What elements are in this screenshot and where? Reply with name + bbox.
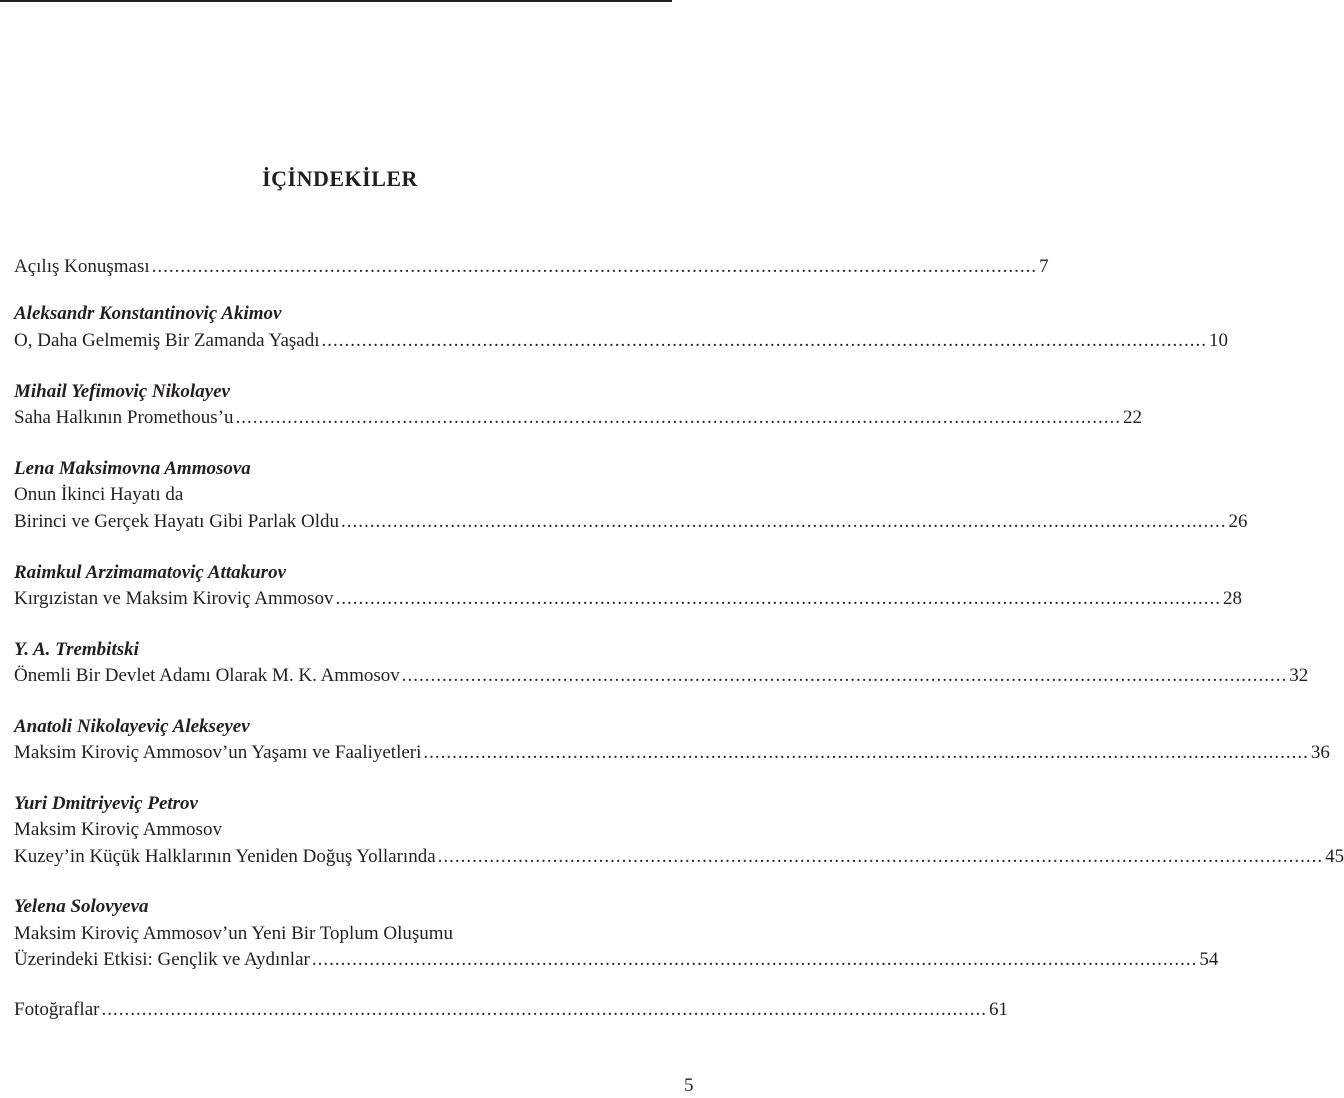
dot-leader: ..........................................................................................................................................................: [437, 846, 1324, 867]
entry-page-number: 36: [1310, 742, 1330, 763]
toc-entry: [14, 510, 1248, 534]
entry-author: Lena Maksimovna Ammosova: [14, 458, 251, 479]
toc-entry: [14, 255, 1049, 279]
page-title: İÇİNDEKİLER: [262, 166, 418, 191]
entry-page-number: 32: [1289, 665, 1309, 686]
entry-page-number: 10: [1209, 330, 1229, 351]
entry-page-number: 61: [988, 999, 1008, 1020]
entry-author: Aleksandr Konstantinoviç Akimov: [14, 303, 282, 324]
entry-title: Fotoğraflar: [14, 999, 100, 1020]
entry-page-number: 22: [1123, 407, 1143, 428]
entry-subtitle-line: Maksim Kiroviç Ammosov: [14, 819, 222, 840]
entry-title: Açılış Konuşması: [14, 256, 150, 277]
toc-entry: [14, 998, 1008, 1022]
dot-leader: ..........................................................................................................................................................: [321, 330, 1208, 351]
entry-title: Maksim Kiroviç Ammosov’un Yaşamı ve Faaliyetleri: [14, 742, 422, 763]
entry-title: Saha Halkının Promethous’u: [14, 407, 234, 428]
entry-title: Kuzey’in Küçük Halklarının Yeniden Doğuş Yollarında: [14, 846, 436, 867]
dot-leader: ..........................................................................................................................................................: [311, 949, 1198, 970]
page-number-folio: 5: [684, 1075, 694, 1096]
entry-title: Kırgızistan ve Maksim Kiroviç Ammosov: [14, 588, 334, 609]
entry-title: Önemli Bir Devlet Adamı Olarak M. K. Ammosov: [14, 665, 400, 686]
entry-page-number: 54: [1199, 949, 1219, 970]
entry-subtitle-line: Maksim Kiroviç Ammosov’un Yeni Bir Toplum Oluşumu: [14, 923, 454, 944]
entry-author: Yelena Solovyeva: [14, 896, 149, 917]
top-rule: [0, 0, 672, 2]
entry-author: Mihail Yefimoviç Nikolayev: [14, 381, 230, 402]
toc-entry: [14, 664, 1309, 688]
dot-leader: ..........................................................................................................................................................: [151, 256, 1038, 277]
dot-leader: ..........................................................................................................................................................: [341, 511, 1227, 532]
entry-author: Raimkul Arzimamatoviç Attakurov: [14, 562, 287, 583]
entry-subtitle-line: Onun İkinci Hayatı da: [14, 484, 184, 505]
entry-page-number: 45: [1325, 846, 1344, 867]
dot-leader: ..........................................................................................................................................................: [335, 588, 1221, 609]
toc-entry: [14, 741, 1330, 765]
entry-page-number: 26: [1228, 511, 1248, 532]
toc-entry: [14, 329, 1229, 353]
toc-entry: [14, 587, 1242, 611]
entry-author: Yuri Dmitriyeviç Petrov: [14, 793, 198, 814]
dot-leader: ..........................................................................................................................................................: [235, 407, 1122, 428]
entry-author: Y. A. Trembitski: [14, 639, 139, 660]
entry-title: Üzerindeki Etkisi: Gençlik ve Aydınlar: [14, 949, 310, 970]
dot-leader: ..........................................................................................................................................................: [101, 999, 987, 1020]
entry-title: Birinci ve Gerçek Hayatı Gibi Parlak Oldu: [14, 511, 340, 532]
toc-entry: [14, 845, 1344, 869]
dot-leader: ..........................................................................................................................................................: [401, 665, 1288, 686]
entry-title: O, Daha Gelmemiş Bir Zamanda Yaşadı: [14, 330, 320, 351]
entry-page-number: 7: [1039, 256, 1049, 277]
toc-entry: [14, 406, 1143, 430]
entry-page-number: 28: [1222, 588, 1242, 609]
toc-entry: [14, 948, 1219, 972]
entry-author: Anatoli Nikolayeviç Alekseyev: [14, 716, 250, 737]
dot-leader: ..........................................................................................................................................................: [423, 742, 1309, 763]
